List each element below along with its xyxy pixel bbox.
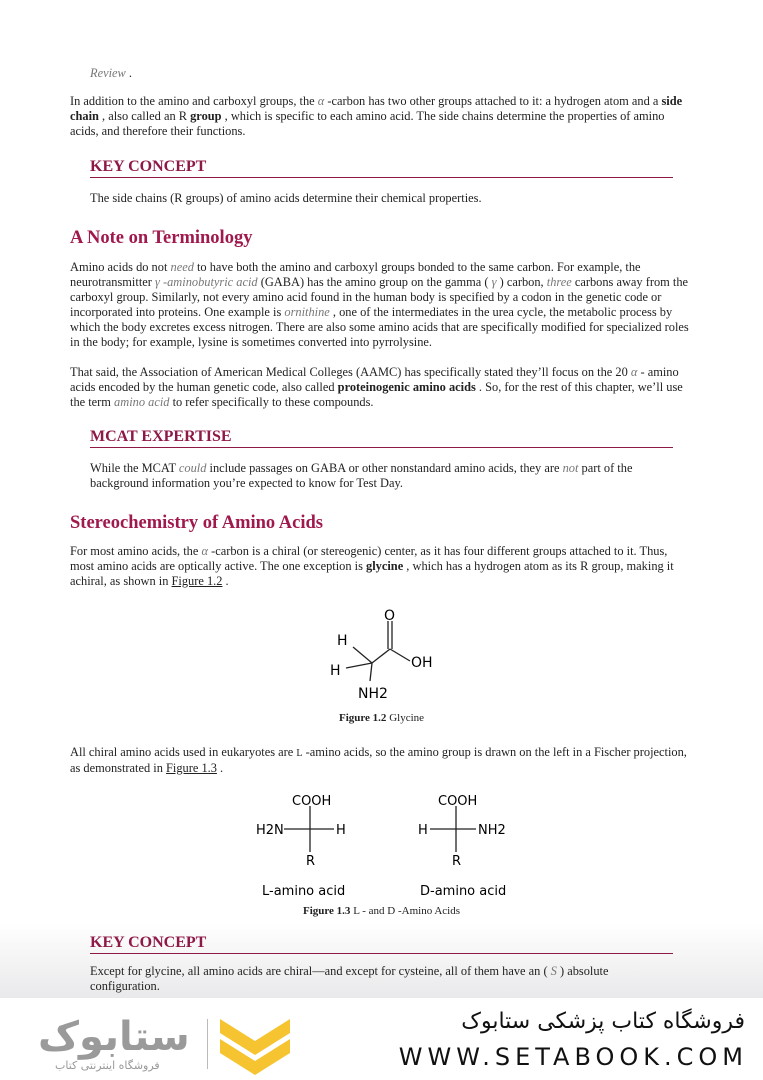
emph: not xyxy=(562,461,579,475)
l-amino-acid-label: L-amino acid xyxy=(262,884,346,899)
key-concept-heading: KEY CONCEPT xyxy=(90,934,673,954)
text: ) carbon, xyxy=(496,275,547,289)
alpha: α xyxy=(201,544,208,558)
text: , one of the intermediates in the urea cycle, the metabolic process by which the body excretes excess nitrogen. There are also some amino acids that are specifically modified for specialized roles in the body; for example, lysine is sometimes converted into pyrrolysine. xyxy=(70,305,689,349)
term-glycine: glycine xyxy=(366,559,404,573)
caption-label: Figure 1.3 xyxy=(302,905,351,917)
text: include passages on GABA or other nonstandard amino acids, they are xyxy=(206,461,563,475)
text: . xyxy=(125,66,132,80)
emph: could xyxy=(178,461,207,475)
cooh-label: COOH xyxy=(292,794,332,809)
text: Amino acids do not xyxy=(70,260,171,274)
text: -amino acids, so the amino group is drawn on the left in a Fischer projection, as demonstrated in xyxy=(70,745,687,775)
amine-label: H2N xyxy=(256,823,284,838)
text: part of the background information you’re expected to know for Test Day. xyxy=(90,461,633,490)
caption-text: Glycine xyxy=(386,712,425,724)
text: -carbon has two other groups attached to it: a hydrogen atom and a xyxy=(324,94,662,108)
text: Except for glycine, all amino acids are chiral—and except for cysteine, all of them have an ( xyxy=(90,964,551,978)
hydrogen-label: H xyxy=(337,633,348,649)
chevron-logo-icon xyxy=(218,1015,293,1077)
alpha: α xyxy=(317,94,325,108)
text: In addition to the amino and carboxyl groups, the xyxy=(70,94,318,108)
logo-tagline: فروشگاه اینترنتی کتاب xyxy=(55,1059,160,1072)
emph: γ xyxy=(491,275,497,289)
amine-label: NH2 xyxy=(478,823,506,838)
text: -carbon is a chiral (or stereogenic) center, as it has four different groups attached to it. Thus, most amino acids are optically active. The one exception is xyxy=(70,544,668,573)
text: to refer specifically to these compounds. xyxy=(169,395,374,409)
setabook-logo-word: ستابوک xyxy=(38,1014,190,1060)
text: All chiral amino acids used in eukaryotes are xyxy=(70,745,297,759)
term-proteinogenic: proteinogenic amino acids xyxy=(337,380,476,394)
emph: S xyxy=(550,964,557,978)
text: That said, the Association of American Medical Colleges (AAMC) has specifically stated they’ll focus on the 20 xyxy=(70,365,631,379)
cooh-label: COOH xyxy=(438,794,478,809)
amine-label: NH2 xyxy=(358,686,388,702)
text: ) absolute configuration. xyxy=(90,964,609,993)
divider xyxy=(207,1019,208,1069)
text: carbons away from the carboxyl group. Similarly, not every amino acid found in the human body is specified by a codon in the genetic code or incorporated into proteins. One example is xyxy=(70,275,689,319)
emph: need xyxy=(170,260,194,274)
text: , also called an R xyxy=(98,109,191,123)
mcat-expertise-heading: MCAT EXPERTISE xyxy=(90,428,673,448)
review-fragment xyxy=(90,66,132,81)
term-r-group: group xyxy=(190,109,222,123)
paragraph-aamc xyxy=(70,365,692,410)
paragraph-stereo xyxy=(70,544,692,589)
small-caps-L: L xyxy=(296,748,303,759)
text: , which is specific to each amino acid. The side chains determine the properties of amino acids, and therefore their functions. xyxy=(70,109,665,138)
text: . xyxy=(216,761,224,775)
r-group-label: R xyxy=(306,854,316,869)
hydrogen-label: H xyxy=(336,823,346,838)
website-url[interactable]: WWW.SETABOOK.COM xyxy=(398,1043,748,1071)
text: While the MCAT xyxy=(90,461,179,475)
fischer-projections xyxy=(250,790,520,900)
emph: γ -aminobutyric acid xyxy=(155,275,258,289)
emph: three xyxy=(546,275,572,289)
r-group-label: R xyxy=(452,854,462,869)
section-heading-stereochemistry: Stereochemistry of Amino Acids xyxy=(70,513,323,533)
setabook-banner xyxy=(0,999,763,1080)
glycine-structure xyxy=(320,605,450,705)
oxygen-label: O xyxy=(384,608,396,624)
key-concept-text: The side chains (R groups) of amino acids determine their chemical properties. xyxy=(90,191,482,205)
text: , which has a hydrogen atom as its R group, making it achiral, as shown in xyxy=(70,559,674,588)
emph: amino acid xyxy=(114,395,170,409)
hydrogen-label: H xyxy=(418,823,428,838)
hydrogen-label: H xyxy=(330,663,341,679)
figure-1-3-link[interactable]: Figure 1.3 xyxy=(166,761,217,775)
text: . So, for the rest of this chapter, we’ll use the term xyxy=(70,380,683,409)
emph: ornithine xyxy=(284,305,330,319)
paragraph-fischer xyxy=(70,745,692,776)
caption-text: L - and D -Amino Acids xyxy=(350,905,461,917)
paragraph-side-chain xyxy=(70,94,692,139)
hydroxyl-label: OH xyxy=(411,655,433,671)
figure-1-3-caption xyxy=(0,905,763,917)
alpha: α xyxy=(630,365,638,379)
text: . xyxy=(222,574,229,588)
term-side-chain: side chain xyxy=(70,94,683,123)
caption-label: Figure 1.2 xyxy=(338,712,387,724)
key-concept-heading: KEY CONCEPT xyxy=(90,158,673,178)
text: to have both the amino and carboxyl groups bonded to the same carbon. For example, the neurotransmitter xyxy=(70,260,641,289)
key-concept-text xyxy=(90,964,680,994)
text: - amino acids encoded by the human genetic code, also called xyxy=(70,365,679,394)
section-heading-terminology: A Note on Terminology xyxy=(70,228,253,248)
text: For most amino acids, the xyxy=(70,544,202,558)
text: (GABA) has the amino group on the gamma ( xyxy=(257,275,492,289)
mcat-expertise-text xyxy=(90,461,680,491)
paragraph-terminology xyxy=(70,260,692,350)
d-amino-acid-label: D-amino acid xyxy=(420,884,507,899)
store-name: فروشگاه کتاب پزشکی ستابوک xyxy=(461,1009,745,1034)
review-link: Review xyxy=(90,66,126,80)
figure-1-2-caption xyxy=(0,712,763,724)
figure-1-2-link[interactable]: Figure 1.2 xyxy=(171,574,223,588)
